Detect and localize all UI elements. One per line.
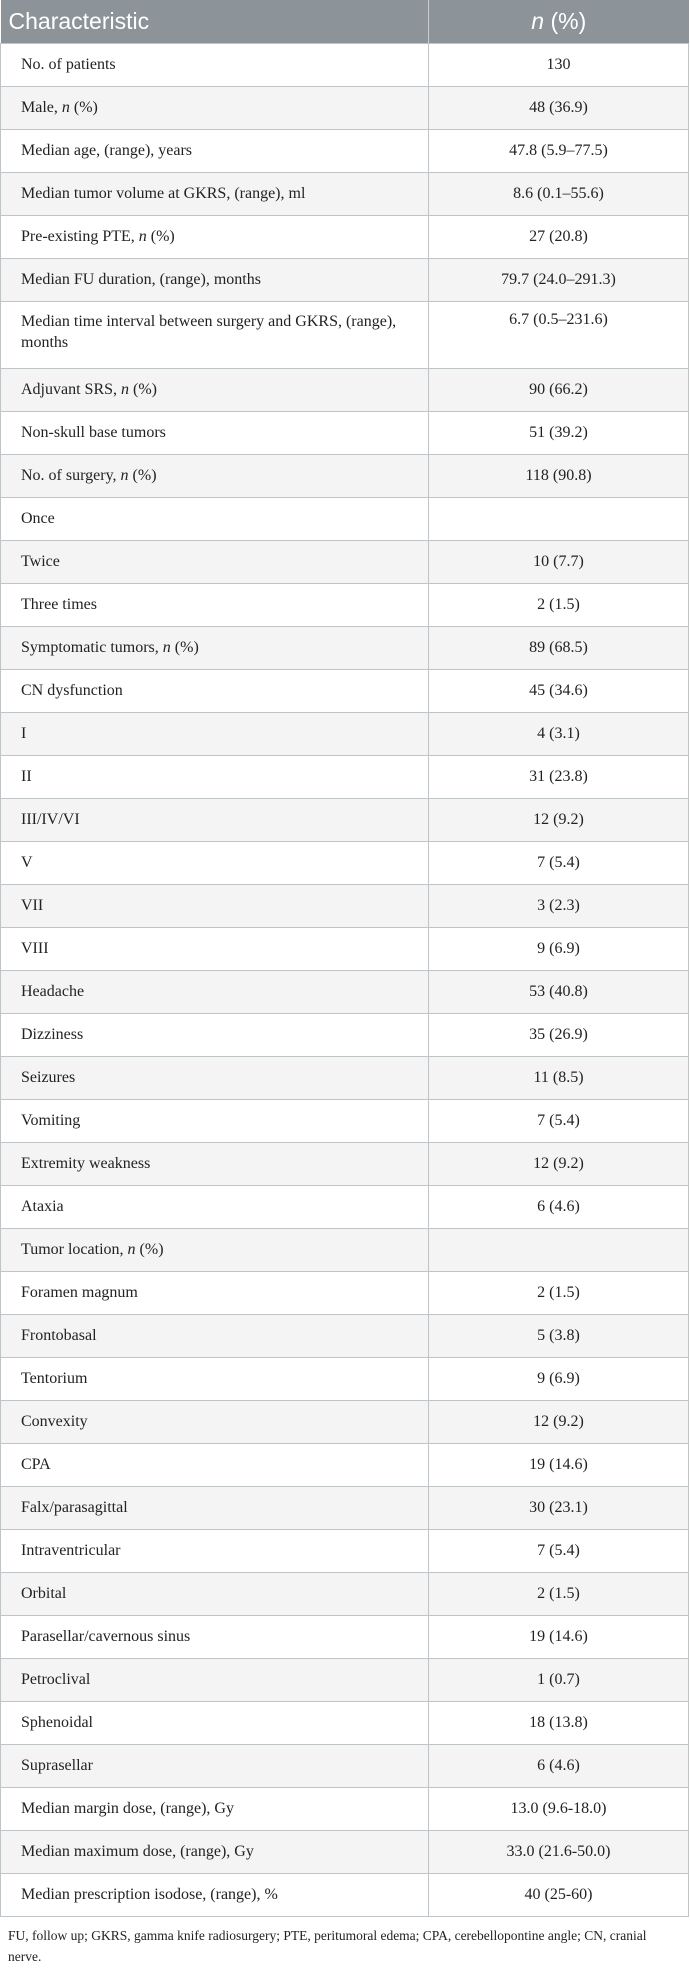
table-row: [1, 259, 689, 302]
row-value: 130: [429, 44, 689, 87]
row-label: Median age, (range), years: [1, 130, 429, 173]
row-label: Tentorium: [1, 1358, 429, 1401]
row-value: 51 (39.2): [429, 412, 689, 455]
row-label: Non-skull base tumors: [1, 412, 429, 455]
row-label: Headache: [1, 971, 429, 1014]
row-label: Convexity: [1, 1401, 429, 1444]
row-value: 3 (2.3): [429, 885, 689, 928]
table-row: [1, 369, 689, 412]
row-value: 12 (9.2): [429, 799, 689, 842]
row-label: Suprasellar: [1, 1745, 429, 1788]
row-label: II: [1, 756, 429, 799]
table-row: [1, 1057, 689, 1100]
table-row: [1, 971, 689, 1014]
row-label: Foramen magnum: [1, 1272, 429, 1315]
table-row: [1, 627, 689, 670]
row-label: VIII: [1, 928, 429, 971]
row-label: Median FU duration, (range), months: [1, 259, 429, 302]
table-row: [1, 1573, 689, 1616]
row-label: Pre-existing PTE, n (%): [1, 216, 429, 259]
table-row: [1, 584, 689, 627]
row-value: 13.0 (9.6-18.0): [429, 1788, 689, 1831]
row-label: Twice: [1, 541, 429, 584]
table-row: [1, 1745, 689, 1788]
table-row: [1, 216, 689, 259]
table-row: [1, 130, 689, 173]
row-label: Falx/parasagittal: [1, 1487, 429, 1530]
row-label: Once: [1, 498, 429, 541]
row-value: 33.0 (21.6-50.0): [429, 1831, 689, 1874]
row-label: CN dysfunction: [1, 670, 429, 713]
row-value: 19 (14.6): [429, 1444, 689, 1487]
row-value: 35 (26.9): [429, 1014, 689, 1057]
row-label: I: [1, 713, 429, 756]
row-value: 7 (5.4): [429, 1530, 689, 1573]
row-value: 11 (8.5): [429, 1057, 689, 1100]
row-value: [429, 498, 689, 541]
row-value: 40 (25-60): [429, 1874, 689, 1917]
table-header-row: [1, 0, 689, 44]
row-value: 47.8 (5.9–77.5): [429, 130, 689, 173]
row-value: 27 (20.8): [429, 216, 689, 259]
header-n: n: [531, 8, 545, 34]
row-value: [429, 1229, 689, 1272]
row-label: III/IV/VI: [1, 799, 429, 842]
row-value: 18 (13.8): [429, 1702, 689, 1745]
table-row: [1, 1401, 689, 1444]
row-label: Symptomatic tumors, n (%): [1, 627, 429, 670]
table-row: [1, 455, 689, 498]
row-value: 118 (90.8): [429, 455, 689, 498]
row-label: CPA: [1, 1444, 429, 1487]
table-row: [1, 44, 689, 87]
row-label: Median maximum dose, (range), Gy: [1, 1831, 429, 1874]
row-value: 4 (3.1): [429, 713, 689, 756]
row-value: 10 (7.7): [429, 541, 689, 584]
row-label: Median time interval between surgery and GKRS, (range), months: [1, 302, 429, 369]
row-value: 6 (4.6): [429, 1186, 689, 1229]
row-label: Median margin dose, (range), Gy: [1, 1788, 429, 1831]
table-body: [1, 44, 689, 1917]
table-row: [1, 173, 689, 216]
table-row: [1, 928, 689, 971]
row-value: 90 (66.2): [429, 369, 689, 412]
header-characteristic: Characteristic: [1, 0, 429, 44]
row-label: No. of surgery, n (%): [1, 455, 429, 498]
table-row: [1, 1831, 689, 1874]
table-row: [1, 842, 689, 885]
table-row: [1, 302, 689, 369]
row-value: 2 (1.5): [429, 1573, 689, 1616]
row-label: Male, n (%): [1, 87, 429, 130]
table-row: [1, 1530, 689, 1573]
table-row: [1, 1659, 689, 1702]
row-label: Sphenoidal: [1, 1702, 429, 1745]
row-label: Three times: [1, 584, 429, 627]
row-label: Ataxia: [1, 1186, 429, 1229]
table-row: [1, 1444, 689, 1487]
table-row: [1, 541, 689, 584]
row-label: VII: [1, 885, 429, 928]
row-label: Parasellar/cavernous sinus: [1, 1616, 429, 1659]
table-row: [1, 87, 689, 130]
row-label: Intraventricular: [1, 1530, 429, 1573]
table-row: [1, 670, 689, 713]
table-row: [1, 1702, 689, 1745]
table-row: [1, 1014, 689, 1057]
table-row: [1, 756, 689, 799]
row-value: 30 (23.1): [429, 1487, 689, 1530]
table-row: [1, 1616, 689, 1659]
row-value: 2 (1.5): [429, 584, 689, 627]
row-value: 5 (3.8): [429, 1315, 689, 1358]
row-value: 48 (36.9): [429, 87, 689, 130]
row-value: 9 (6.9): [429, 928, 689, 971]
row-value: 7 (5.4): [429, 842, 689, 885]
row-value: 12 (9.2): [429, 1401, 689, 1444]
row-value: 1 (0.7): [429, 1659, 689, 1702]
row-value: 12 (9.2): [429, 1143, 689, 1186]
table-row: [1, 1874, 689, 1917]
row-value: 7 (5.4): [429, 1100, 689, 1143]
table-row: [1, 799, 689, 842]
row-value: 31 (23.8): [429, 756, 689, 799]
table-row: [1, 1358, 689, 1401]
table-row: [1, 498, 689, 541]
row-label: Tumor location, n (%): [1, 1229, 429, 1272]
table-row: [1, 1143, 689, 1186]
row-label: Median prescription isodose, (range), %: [1, 1874, 429, 1917]
table-row: [1, 1487, 689, 1530]
row-label: Orbital: [1, 1573, 429, 1616]
row-label: Vomiting: [1, 1100, 429, 1143]
row-label: V: [1, 842, 429, 885]
row-label: Dizziness: [1, 1014, 429, 1057]
row-value: 89 (68.5): [429, 627, 689, 670]
row-value: 19 (14.6): [429, 1616, 689, 1659]
row-label: Seizures: [1, 1057, 429, 1100]
table-row: [1, 1100, 689, 1143]
table-footnote: FU, follow up; GKRS, gamma knife radiosurgery; PTE, peritumoral edema; CPA, cerebellopontine angle; CN, cranial nerve.: [8, 1928, 647, 1964]
table-row: [1, 1186, 689, 1229]
row-value: 2 (1.5): [429, 1272, 689, 1315]
row-label: Median tumor volume at GKRS, (range), ml: [1, 173, 429, 216]
row-label: Petroclival: [1, 1659, 429, 1702]
row-value: 9 (6.9): [429, 1358, 689, 1401]
table-row: [1, 1272, 689, 1315]
table-row: [1, 1229, 689, 1272]
row-label: Frontobasal: [1, 1315, 429, 1358]
row-label: Extremity weakness: [1, 1143, 429, 1186]
table-row: [1, 1315, 689, 1358]
row-value: 8.6 (0.1–55.6): [429, 173, 689, 216]
table-row: [1, 1788, 689, 1831]
row-value: 79.7 (24.0–291.3): [429, 259, 689, 302]
row-label: Adjuvant SRS, n (%): [1, 369, 429, 412]
table-row: [1, 713, 689, 756]
table-row: [1, 885, 689, 928]
row-value: 45 (34.6): [429, 670, 689, 713]
row-value: 6.7 (0.5–231.6): [429, 302, 689, 369]
row-value: 53 (40.8): [429, 971, 689, 1014]
header-pct: (%): [544, 8, 587, 34]
row-label: No. of patients: [1, 44, 429, 87]
header-n-percent: [429, 0, 689, 44]
table-row: [1, 412, 689, 455]
row-value: 6 (4.6): [429, 1745, 689, 1788]
